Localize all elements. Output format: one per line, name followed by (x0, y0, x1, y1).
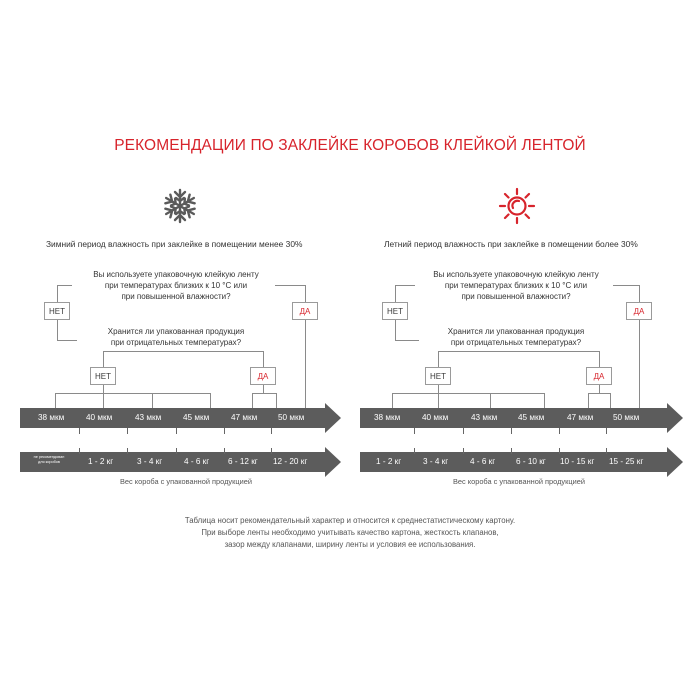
question-1: Вы используете упаковочную клейкую ленту при температурах близких к 10 °С или при повышенной влажности? (433, 270, 599, 301)
page-title: РЕКОМЕНДАЦИИ ПО ЗАКЛЕЙКЕ КОРОБОВ КЛЕЙКОЙ ЛЕНТОЙ (114, 137, 586, 154)
weight-caption: Вес короба с упакованной продукцией (120, 477, 252, 486)
yes-box-2: ДА (250, 367, 276, 385)
thickness-label: 38 мкм (374, 413, 401, 422)
weight-label: 3 - 4 кг (137, 457, 163, 466)
no-box-1: НЕТ (44, 302, 70, 320)
thickness-label: 45 мкм (183, 413, 210, 422)
no-box-2: НЕТ (425, 367, 451, 385)
summer-panel (350, 0, 700, 700)
weight-caption: Вес короба с упакованной продукцией (453, 477, 585, 486)
weight-label: 15 - 25 кг (609, 457, 644, 466)
weight-label: 3 - 4 кг (423, 457, 449, 466)
yes-box-1: ДА (626, 302, 652, 320)
thickness-label: 38 мкм (38, 413, 65, 422)
question-2: Хранится ли упакованная продукция при отрицательных температурах? (107, 327, 245, 347)
weight-label: 10 - 15 кг (560, 457, 595, 466)
weight-label: 12 - 20 кг (273, 457, 308, 466)
footnote: Таблица носит рекомендательный характер и относится к среднестатистическому картону. При выборе ленты необходимо учитывать качество картона, жесткость клапанов, зазор между клапанами, ширину ленты и условия ее использования. (184, 516, 516, 549)
weight-label: 1 - 2 кг (376, 457, 402, 466)
weight-label: 4 - 6 кг (184, 457, 210, 466)
weight-label: 1 - 2 кг (88, 457, 114, 466)
weight-label: 4 - 6 кг (470, 457, 496, 466)
snowflake-icon (160, 186, 200, 226)
thickness-label: 45 мкм (518, 413, 545, 422)
thickness-label: 43 мкм (471, 413, 498, 422)
thickness-label: 40 мкм (422, 413, 449, 422)
weight-label: 6 - 12 кг (228, 457, 258, 466)
weight-label-not-recommended: не рекомендован для коробов (33, 455, 65, 464)
question-1: Вы используете упаковочную клейкую ленту при температурах близких к 10 °С или при повышенной влажности? (93, 270, 259, 301)
yes-box-1: ДА (292, 302, 318, 320)
thickness-label: 47 мкм (231, 413, 258, 422)
question-2: Хранится ли упакованная продукция при отрицательных температурах? (447, 327, 585, 347)
winter-subtitle: Зимний период влажность при заклейке в помещении менее 30% (46, 239, 303, 249)
thickness-label: 50 мкм (613, 413, 640, 422)
sun-icon (497, 186, 537, 226)
thickness-label: 43 мкм (135, 413, 162, 422)
yes-box-2: ДА (586, 367, 612, 385)
thickness-label: 47 мкм (567, 413, 594, 422)
thickness-label: 40 мкм (86, 413, 113, 422)
no-box-1: НЕТ (382, 302, 408, 320)
weight-label: 6 - 10 кг (516, 457, 546, 466)
no-box-2: НЕТ (90, 367, 116, 385)
summer-subtitle: Летний период влажность при заклейке в помещении более 30% (384, 239, 638, 249)
thickness-label: 50 мкм (278, 413, 305, 422)
